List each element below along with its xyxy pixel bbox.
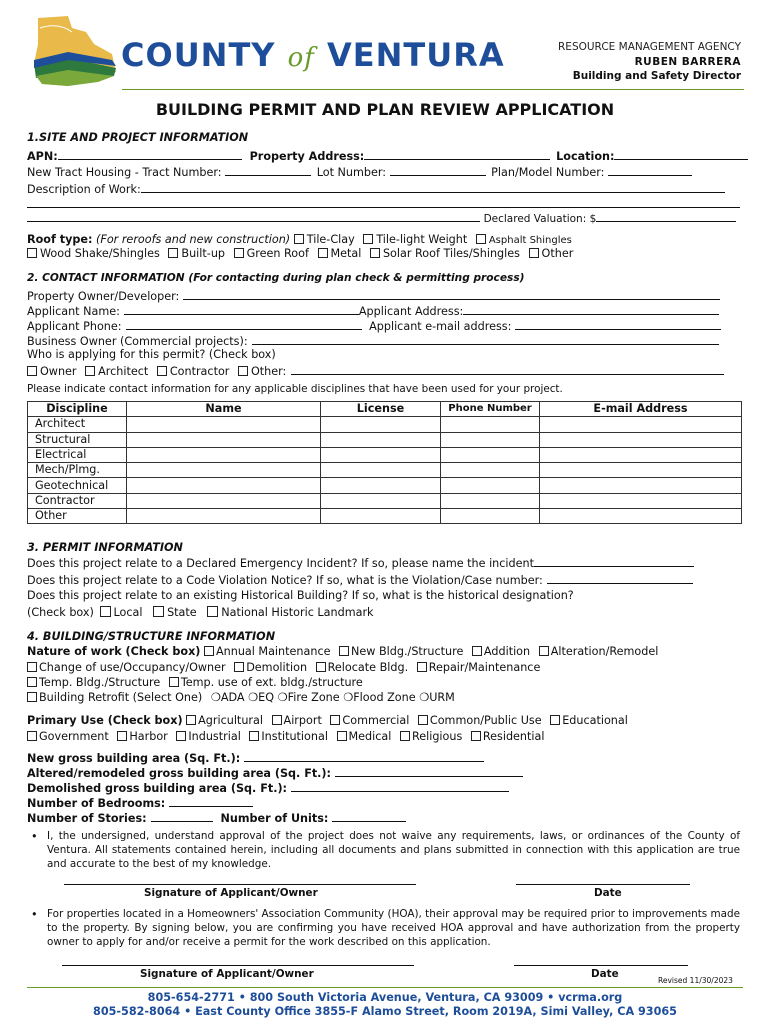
checkbox[interactable]	[27, 692, 37, 702]
roof-opt-asphalt[interactable]: Asphalt Shingles	[476, 235, 572, 246]
hist-opt-state[interactable]: State	[151, 606, 197, 619]
retrofit-fire[interactable]: ❍Fire Zone	[277, 691, 340, 704]
apn-label: APN:	[27, 150, 58, 163]
checkbox[interactable]	[27, 366, 37, 376]
checkbox[interactable]	[27, 731, 37, 741]
checkbox[interactable]	[363, 234, 373, 244]
table-row	[28, 509, 742, 524]
section3-heading: 3. PERMIT INFORMATION	[27, 541, 183, 554]
col-license: License	[321, 402, 441, 417]
historical-question: Does this project relate to an existing Historical Building? If so, what is the historical designation?	[27, 589, 574, 602]
violation-field[interactable]	[547, 572, 693, 584]
checkbox[interactable]	[186, 715, 196, 725]
tract-number-label: New Tract Housing - Tract Number:	[27, 166, 222, 179]
applicant-name-label: Applicant Name:	[27, 305, 120, 318]
agency-name: RESOURCE MANAGEMENT AGENCY	[558, 41, 741, 53]
roof-opt-tile-clay[interactable]: Tile-Clay	[294, 233, 355, 246]
new-area-label: New gross building area (Sq. Ft.):	[27, 752, 241, 765]
name-cell[interactable]	[127, 509, 321, 524]
name-cell[interactable]	[127, 463, 321, 478]
use-government[interactable]: Government	[27, 730, 109, 743]
who-opt-contractor[interactable]: Contractor	[157, 365, 230, 378]
use-religious[interactable]: Religious	[400, 730, 462, 743]
checkbox[interactable]	[472, 646, 482, 656]
demolished-area-field[interactable]	[291, 780, 509, 792]
col-email: E-mail Address	[540, 402, 742, 417]
checkbox[interactable]	[168, 248, 178, 258]
phone-cell[interactable]	[441, 509, 540, 524]
nature-addition[interactable]: Addition	[472, 645, 530, 658]
roof-type-label: Roof type:	[27, 233, 93, 246]
checkbox[interactable]	[85, 366, 95, 376]
license-cell[interactable]	[321, 463, 441, 478]
declaration-2: For properties located in a Homeowners' Association Community (HOA), their approval may be required prior to improvements made to the property. By signing below, you are confirming you have received HOA approval and have authorization from the property owner to apply for and/or receive a permit for the work described on this application.	[47, 908, 740, 948]
apn-field[interactable]	[58, 148, 242, 160]
checkbox[interactable]	[153, 606, 164, 617]
discipline-cell: Geotechnical	[28, 478, 127, 493]
business-owner-field[interactable]	[252, 333, 719, 345]
property-address-field[interactable]	[364, 148, 550, 160]
col-discipline: Discipline	[28, 402, 127, 417]
units-label: Number of Units:	[220, 812, 329, 825]
description-label: Description of Work:	[27, 183, 141, 196]
business-owner-label: Business Owner (Commercial projects):	[27, 335, 248, 348]
signature-label-1: Signature of Applicant/Owner	[144, 887, 318, 899]
checkbox[interactable]	[176, 731, 186, 741]
date-label-2: Date	[591, 968, 619, 980]
license-cell[interactable]	[321, 417, 441, 432]
checkbox[interactable]	[27, 677, 37, 687]
checkbox[interactable]	[418, 715, 428, 725]
units-field[interactable]	[332, 810, 406, 822]
nature-of-work-label: Nature of work (Check box)	[27, 645, 201, 658]
checkbox[interactable]	[318, 248, 328, 258]
use-industrial[interactable]: Industrial	[176, 730, 240, 743]
hist-opt-local[interactable]: Local	[98, 606, 143, 619]
nature-temp-use[interactable]: Temp. use of ext. bldg./structure	[169, 676, 363, 689]
plan-model-label: Plan/Model Number:	[491, 166, 605, 179]
checkbox[interactable]	[207, 606, 218, 617]
primary-use-label: Primary Use (Check box)	[27, 714, 183, 727]
phone-cell[interactable]	[441, 447, 540, 462]
nature-demolition[interactable]: Demolition	[234, 661, 307, 674]
table-row	[28, 463, 742, 478]
email-cell[interactable]	[540, 447, 742, 462]
discipline-cell: Structural	[28, 432, 127, 447]
lot-number-label: Lot Number:	[316, 166, 387, 179]
use-harbor[interactable]: Harbor	[117, 730, 167, 743]
name-cell[interactable]	[127, 447, 321, 462]
email-cell[interactable]	[540, 478, 742, 493]
table-row	[28, 447, 742, 462]
checkbox[interactable]	[339, 646, 349, 656]
email-cell[interactable]	[540, 493, 742, 508]
owner-label: Property Owner/Developer:	[27, 290, 180, 303]
lot-number-field[interactable]	[390, 164, 486, 176]
nature-change-use[interactable]: Change of use/Occupancy/Owner	[27, 661, 226, 674]
location-field[interactable]	[614, 148, 748, 160]
radio-icon[interactable]: ❍	[343, 691, 354, 704]
checkbox[interactable]	[100, 606, 111, 617]
checkbox[interactable]	[157, 366, 167, 376]
use-airport[interactable]: Airport	[272, 714, 322, 727]
org-name-left: COUNTY	[121, 36, 276, 74]
checkbox[interactable]	[370, 248, 380, 258]
phone-cell[interactable]	[441, 478, 540, 493]
license-cell[interactable]	[321, 509, 441, 524]
roof-opt-solar[interactable]: Solar Roof Tiles/Shingles	[370, 247, 520, 260]
bullet-icon: •	[31, 830, 38, 843]
license-cell[interactable]	[321, 432, 441, 447]
nature-retrofit[interactable]: Building Retrofit (Select One)	[27, 691, 202, 704]
section4-heading: 4. BUILDING/STRUCTURE INFORMATION	[27, 630, 276, 643]
footer-line-2: 805-582-8064 • East County Office 3855-F Alamo Street, Room 2019A, Simi Valley, CA 93065	[93, 1005, 677, 1018]
checkbox[interactable]	[204, 646, 214, 656]
footer-rule	[27, 987, 743, 988]
description-field[interactable]	[141, 181, 725, 193]
table-row	[28, 417, 742, 432]
table-row	[28, 493, 742, 508]
roof-opt-tile-light[interactable]: Tile-light Weight	[363, 233, 467, 246]
roof-opt-green[interactable]: Green Roof	[234, 247, 309, 260]
applicant-email-field[interactable]	[515, 318, 721, 330]
roof-opt-other[interactable]: Other	[529, 247, 574, 260]
section2-heading: 2. CONTACT INFORMATION (For contacting during plan check & permitting process)	[27, 272, 525, 284]
use-educational[interactable]: Educational	[550, 714, 628, 727]
altered-area-label: Altered/remodeled gross building area (Sq. Ft.):	[27, 767, 332, 780]
name-cell[interactable]	[127, 493, 321, 508]
checkbox[interactable]	[234, 662, 244, 672]
altered-area-field[interactable]	[335, 765, 523, 777]
form-title: BUILDING PERMIT AND PLAN REVIEW APPLICATION	[155, 100, 615, 119]
org-name-of: of	[287, 43, 315, 73]
phone-cell[interactable]	[441, 432, 540, 447]
applicant-name-field[interactable]	[124, 303, 359, 315]
date-line-2[interactable]	[514, 965, 688, 966]
discipline-cell: Contractor	[28, 493, 127, 508]
nature-new-bldg[interactable]: New Bldg./Structure	[339, 645, 463, 658]
email-cell[interactable]	[540, 463, 742, 478]
use-agricultural[interactable]: Agricultural	[186, 714, 263, 727]
roof-opt-metal[interactable]: Metal	[318, 247, 362, 260]
name-cell[interactable]	[127, 417, 321, 432]
checkbox[interactable]	[272, 715, 282, 725]
applicant-phone-label: Applicant Phone:	[27, 320, 122, 333]
radio-icon[interactable]: ❍	[210, 691, 221, 704]
stories-field[interactable]	[151, 810, 213, 822]
hist-opt-national[interactable]: National Historic Landmark	[205, 606, 373, 619]
use-common-public[interactable]: Common/Public Use	[418, 714, 542, 727]
bullet-icon: •	[31, 908, 38, 921]
use-commercial[interactable]: Commercial	[330, 714, 409, 727]
who-opt-owner[interactable]: Owner	[27, 365, 77, 378]
section1-heading: 1.SITE AND PROJECT INFORMATION	[27, 131, 249, 144]
roof-opt-built-up[interactable]: Built-up	[168, 247, 225, 260]
use-residential[interactable]: Residential	[471, 730, 545, 743]
phone-cell[interactable]	[441, 493, 540, 508]
checkbox[interactable]	[294, 234, 304, 244]
org-name-right: VENTURA	[327, 36, 505, 74]
header-rule	[122, 89, 744, 90]
checkbox[interactable]	[316, 662, 326, 672]
checkbox[interactable]	[529, 248, 539, 258]
name-cell[interactable]	[127, 432, 321, 447]
disciplines-note: Please indicate contact information for any applicable disciplines that have been used for your project.	[27, 383, 563, 395]
table-header-row	[28, 402, 742, 417]
checkbox[interactable]	[234, 248, 244, 258]
signature-label-2: Signature of Applicant/Owner	[140, 968, 314, 980]
retrofit-ada[interactable]: ❍ADA	[210, 691, 245, 704]
who-opt-other[interactable]: Other:	[238, 365, 286, 378]
license-cell[interactable]	[321, 447, 441, 462]
county-map-icon	[28, 14, 120, 90]
retrofit-urm[interactable]: ❍URM	[419, 691, 455, 704]
roof-opt-wood[interactable]: Wood Shake/Shingles	[27, 247, 160, 260]
checkbox[interactable]	[249, 731, 259, 741]
checkbox[interactable]	[169, 677, 179, 687]
county-logo-mark	[28, 14, 120, 90]
applicant-address-label: Applicant Address:	[358, 305, 464, 318]
declaration-1: I, the undersigned, understand approval of the project does not waive any requirements, laws, or ordinances of the County of Ventura. All statements contained herein, including all documents and plans submitted in connection with this application are true and accurate to the best of my knowledge.	[47, 830, 740, 870]
retrofit-flood[interactable]: ❍Flood Zone	[343, 691, 416, 704]
radio-icon[interactable]: ❍	[248, 691, 259, 704]
director-title: Building and Safety Director	[572, 70, 741, 82]
footer-line-1: 805-654-2771 • 800 South Victoria Avenue, Ventura, CA 93009 • vcrma.org	[147, 991, 623, 1004]
checkbox[interactable]	[27, 248, 37, 258]
radio-icon[interactable]: ❍	[419, 691, 430, 704]
discipline-cell: Mech/Plmg.	[28, 463, 127, 478]
license-cell[interactable]	[321, 493, 441, 508]
description-field-line3[interactable]	[27, 210, 480, 222]
demolished-area-label: Demolished gross building area (Sq. Ft.):	[27, 782, 288, 795]
phone-cell[interactable]	[441, 417, 540, 432]
retrofit-eq[interactable]: ❍EQ	[248, 691, 275, 704]
description-field-line2[interactable]	[27, 207, 740, 208]
nature-alteration[interactable]: Alteration/Remodel	[539, 645, 659, 658]
email-cell[interactable]	[540, 432, 742, 447]
name-cell[interactable]	[127, 478, 321, 493]
historical-check-label: (Check box)	[27, 606, 94, 619]
bedrooms-field[interactable]	[169, 795, 253, 807]
stories-label: Number of Stories:	[27, 812, 147, 825]
applicant-email-label: Applicant e-mail address:	[369, 320, 512, 333]
discipline-cell: Architect	[28, 417, 127, 432]
who-applying-label: Who is applying for this permit? (Check box)	[27, 348, 276, 361]
signature-line-1[interactable]	[64, 884, 416, 885]
tract-number-field[interactable]	[225, 164, 311, 176]
roof-type-note: (For reroofs and new construction)	[96, 233, 291, 246]
license-cell[interactable]	[321, 478, 441, 493]
location-label: Location:	[556, 150, 615, 163]
checkbox[interactable]	[27, 662, 37, 672]
date-label-1: Date	[594, 887, 622, 899]
director-name: RUBEN BARRERA	[634, 56, 741, 68]
email-cell[interactable]	[540, 509, 742, 524]
bedrooms-label: Number of Bedrooms:	[27, 797, 166, 810]
violation-question: Does this project relate to a Code Violation Notice? If so, what is the Violation/Case number:	[27, 574, 543, 587]
nature-repair[interactable]: Repair/Maintenance	[417, 661, 541, 674]
declared-valuation-field[interactable]	[596, 210, 736, 222]
who-opt-architect[interactable]: Architect	[85, 365, 148, 378]
date-line-1[interactable]	[516, 884, 690, 885]
checkbox[interactable]	[117, 731, 127, 741]
discipline-table	[27, 401, 742, 524]
emergency-field[interactable]	[534, 555, 694, 567]
checkbox[interactable]	[238, 366, 248, 376]
checkbox[interactable]	[417, 662, 427, 672]
checkbox[interactable]	[337, 731, 347, 741]
revised-date: Revised 11/30/2023	[658, 976, 733, 985]
signature-line-2[interactable]	[62, 965, 414, 966]
declared-valuation-label: Declared Valuation: $	[483, 213, 597, 225]
new-area-field[interactable]	[244, 750, 484, 762]
discipline-cell: Other	[28, 509, 127, 524]
owner-field[interactable]	[183, 288, 720, 300]
phone-cell[interactable]	[441, 463, 540, 478]
plan-model-field[interactable]	[608, 164, 692, 176]
use-medical[interactable]: Medical	[337, 730, 392, 743]
who-other-field[interactable]	[291, 363, 724, 375]
use-institutional[interactable]: Institutional	[249, 730, 328, 743]
applicant-phone-field[interactable]	[126, 318, 362, 330]
col-phone: Phone Number	[441, 402, 540, 417]
emergency-question: Does this project relate to a Declared Emergency Incident? If so, please name the incident	[27, 557, 534, 570]
email-cell[interactable]	[540, 417, 742, 432]
discipline-cell: Electrical	[28, 447, 127, 462]
checkbox[interactable]	[476, 234, 486, 244]
nature-temp-bldg[interactable]: Temp. Bldg./Structure	[27, 676, 160, 689]
nature-relocate[interactable]: Relocate Bldg.	[316, 661, 408, 674]
radio-icon[interactable]: ❍	[277, 691, 288, 704]
checkbox[interactable]	[400, 731, 410, 741]
checkbox[interactable]	[539, 646, 549, 656]
table-row	[28, 478, 742, 493]
checkbox[interactable]	[330, 715, 340, 725]
applicant-address-field[interactable]	[463, 303, 719, 315]
col-name: Name	[127, 402, 321, 417]
table-row	[28, 432, 742, 447]
checkbox[interactable]	[550, 715, 560, 725]
property-address-label: Property Address:	[249, 150, 365, 163]
nature-annual[interactable]: Annual Maintenance	[204, 645, 331, 658]
checkbox[interactable]	[471, 731, 481, 741]
